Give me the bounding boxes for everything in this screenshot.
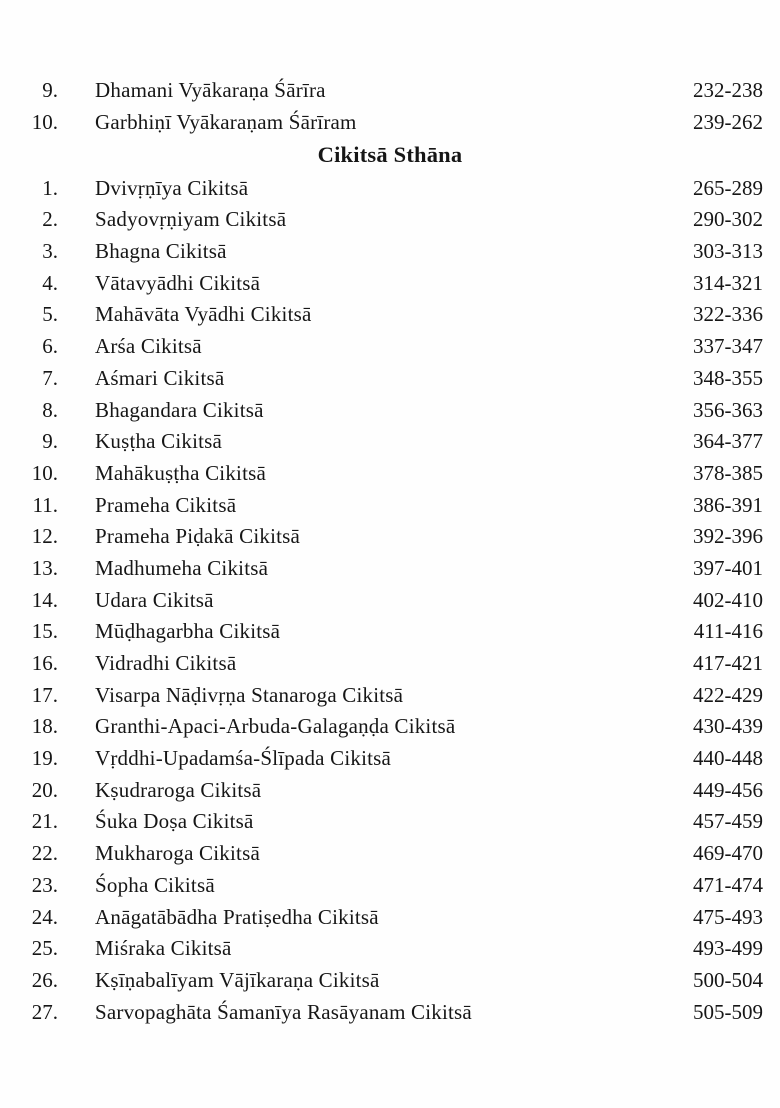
toc-row: [0, 107, 780, 139]
toc-row-title: Mūḍhagarbha Cikitsā: [95, 619, 281, 644]
toc-row-number: 21.: [31, 809, 58, 834]
toc-section-cikitsa-sthana: [0, 172, 780, 1028]
toc-row: [0, 204, 780, 236]
toc-row-pages: 392-396: [693, 524, 763, 549]
toc-row-number: 3.: [42, 239, 58, 264]
toc-row-pages: 402-410: [693, 587, 763, 612]
toc-row-number: 2.: [42, 207, 58, 232]
toc-row-pages: 475-493: [693, 904, 763, 929]
toc-row-number: 1.: [42, 175, 58, 200]
toc-row-pages: 422-429: [693, 682, 763, 707]
toc-row: [0, 584, 780, 616]
toc-row: [0, 363, 780, 395]
toc-row-number: 16.: [31, 651, 58, 676]
toc-row-number: 26.: [31, 967, 58, 992]
toc-row-pages: 386-391: [693, 492, 763, 517]
toc-row: [0, 331, 780, 363]
toc-row: [0, 774, 780, 806]
toc-row-title: Madhumeha Cikitsā: [95, 555, 269, 580]
toc-row-title: Dvivṛṇīya Cikitsā: [95, 175, 249, 200]
toc-row-number: 10.: [31, 110, 58, 135]
toc-row: [0, 299, 780, 331]
toc-row: [0, 648, 780, 680]
toc-row-number: 5.: [42, 302, 58, 327]
toc-row: [0, 901, 780, 933]
toc-row-title: Śopha Cikitsā: [95, 872, 215, 897]
toc-row-number: 13.: [31, 555, 58, 580]
toc-row-number: 18.: [31, 714, 58, 739]
toc-row-pages: 364-377: [693, 429, 763, 454]
toc-row: [0, 267, 780, 299]
toc-row-pages: 290-302: [693, 207, 763, 232]
toc-row-number: 20.: [31, 777, 58, 802]
toc-row-number: 10.: [31, 460, 58, 485]
toc-row-pages: 322-336: [693, 302, 763, 327]
toc-row-pages: 378-385: [693, 460, 763, 485]
toc-row-pages: 505-509: [693, 999, 763, 1024]
toc-row-pages: 493-499: [693, 936, 763, 961]
toc-row: [0, 838, 780, 870]
toc-row-title: Sarvopaghāta Śamanīya Rasāyanam Cikitsā: [95, 999, 472, 1024]
toc-row: [0, 426, 780, 458]
toc-row-pages: 348-355: [693, 365, 763, 390]
toc-row: [0, 965, 780, 997]
toc-row: [0, 679, 780, 711]
toc-row-pages: 430-439: [693, 714, 763, 739]
toc-row-pages: 500-504: [693, 967, 763, 992]
toc-row-pages: 440-448: [693, 746, 763, 771]
toc-row-title: Kuṣṭha Cikitsā: [95, 429, 223, 454]
toc-row-title: Mukharoga Cikitsā: [95, 841, 260, 866]
toc-row: [0, 870, 780, 902]
toc-row-number: 8.: [42, 397, 58, 422]
toc-row-number: 27.: [31, 999, 58, 1024]
toc-row: [0, 711, 780, 743]
toc-row: [0, 75, 780, 107]
toc-row-pages: 314-321: [693, 270, 763, 295]
toc-row-title: Anāgatābādha Pratiṣedha Cikitsā: [95, 904, 379, 929]
toc-row: [0, 458, 780, 490]
toc-row-pages: 337-347: [693, 334, 763, 359]
toc-row: [0, 616, 780, 648]
toc-row-pages: 397-401: [693, 555, 763, 580]
toc-section-sarira-tail: [0, 75, 780, 138]
toc-row: [0, 743, 780, 775]
toc-row-title: Vidradhi Cikitsā: [95, 651, 237, 676]
toc-row-pages: 411-416: [693, 619, 763, 644]
toc-row-title: Bhagna Cikitsā: [95, 239, 227, 264]
toc-row-pages: 356-363: [693, 397, 763, 422]
toc-row-title: Śuka Doṣa Cikitsā: [95, 809, 254, 834]
toc-row: [0, 172, 780, 204]
toc-row-number: 25.: [31, 936, 58, 961]
toc-row-pages: 471-474: [693, 872, 763, 897]
toc-row-title: Arśa Cikitsā: [95, 334, 202, 359]
toc-row-pages: 417-421: [693, 651, 763, 676]
toc-row-number: 19.: [31, 746, 58, 771]
toc-row-pages: 265-289: [693, 175, 763, 200]
toc-row: [0, 553, 780, 585]
toc-row-pages: 232-238: [693, 78, 763, 103]
toc-row-title: Kṣudraroga Cikitsā: [95, 777, 262, 802]
toc-row: [0, 933, 780, 965]
toc-row-title: Vṛddhi-Upadamśa-Ślīpada Cikitsā: [95, 746, 392, 771]
toc-row-title: Vātavyādhi Cikitsā: [95, 270, 261, 295]
toc-row-pages: 457-459: [693, 809, 763, 834]
toc-row-number: 24.: [31, 904, 58, 929]
toc-row-pages: 239-262: [693, 110, 763, 135]
toc-row: [0, 996, 780, 1028]
toc-row-title: Visarpa Nāḍivṛṇa Stanaroga Cikitsā: [95, 682, 404, 707]
toc-row-pages: 469-470: [693, 841, 763, 866]
toc-row-title: Miśraka Cikitsā: [95, 936, 232, 961]
toc-row: [0, 489, 780, 521]
toc-row: [0, 806, 780, 838]
toc-row-number: 9.: [42, 429, 58, 454]
toc-row-number: 6.: [42, 334, 58, 359]
toc-row: [0, 236, 780, 268]
toc-row-number: 23.: [31, 872, 58, 897]
section-heading: Cikitsā Sthāna: [317, 142, 463, 168]
toc-row-title: Granthi-Apaci-Arbuda-Galagaṇḍa Cikitsā: [95, 714, 456, 739]
toc-row-title: Kṣīṇabalīyam Vājīkaraṇa Cikitsā: [95, 967, 380, 992]
table-of-contents: [0, 75, 780, 1028]
toc-row-title: Prameha Cikitsā: [95, 492, 237, 517]
toc-row-title: Mahākuṣṭha Cikitsā: [95, 460, 266, 485]
toc-row-title: Sadyovṛṇiyam Cikitsā: [95, 207, 287, 232]
toc-row-title: Prameha Piḍakā Cikitsā: [95, 524, 301, 549]
toc-row-title: Aśmari Cikitsā: [95, 365, 225, 390]
toc-row-number: 17.: [31, 682, 58, 707]
toc-row-number: 4.: [42, 270, 58, 295]
toc-row-number: 9.: [42, 78, 58, 103]
toc-row-number: 22.: [31, 841, 58, 866]
toc-row: [0, 521, 780, 553]
toc-row-pages: 303-313: [693, 239, 763, 264]
toc-row-title: Udara Cikitsā: [95, 587, 214, 612]
toc-row-title: Garbhiṇī Vyākaraṇam Śārīram: [95, 110, 357, 135]
toc-row-number: 15.: [31, 619, 58, 644]
toc-row-title: Mahāvāta Vyādhi Cikitsā: [95, 302, 312, 327]
toc-row-number: 11.: [32, 492, 58, 517]
toc-row-number: 7.: [42, 365, 58, 390]
toc-row-pages: 449-456: [693, 777, 763, 802]
toc-row-number: 12.: [31, 524, 58, 549]
toc-row-number: 14.: [31, 587, 58, 612]
toc-row: [0, 394, 780, 426]
toc-row-title: Dhamani Vyākaraṇa Śārīra: [95, 78, 326, 103]
toc-row-title: Bhagandara Cikitsā: [95, 397, 264, 422]
